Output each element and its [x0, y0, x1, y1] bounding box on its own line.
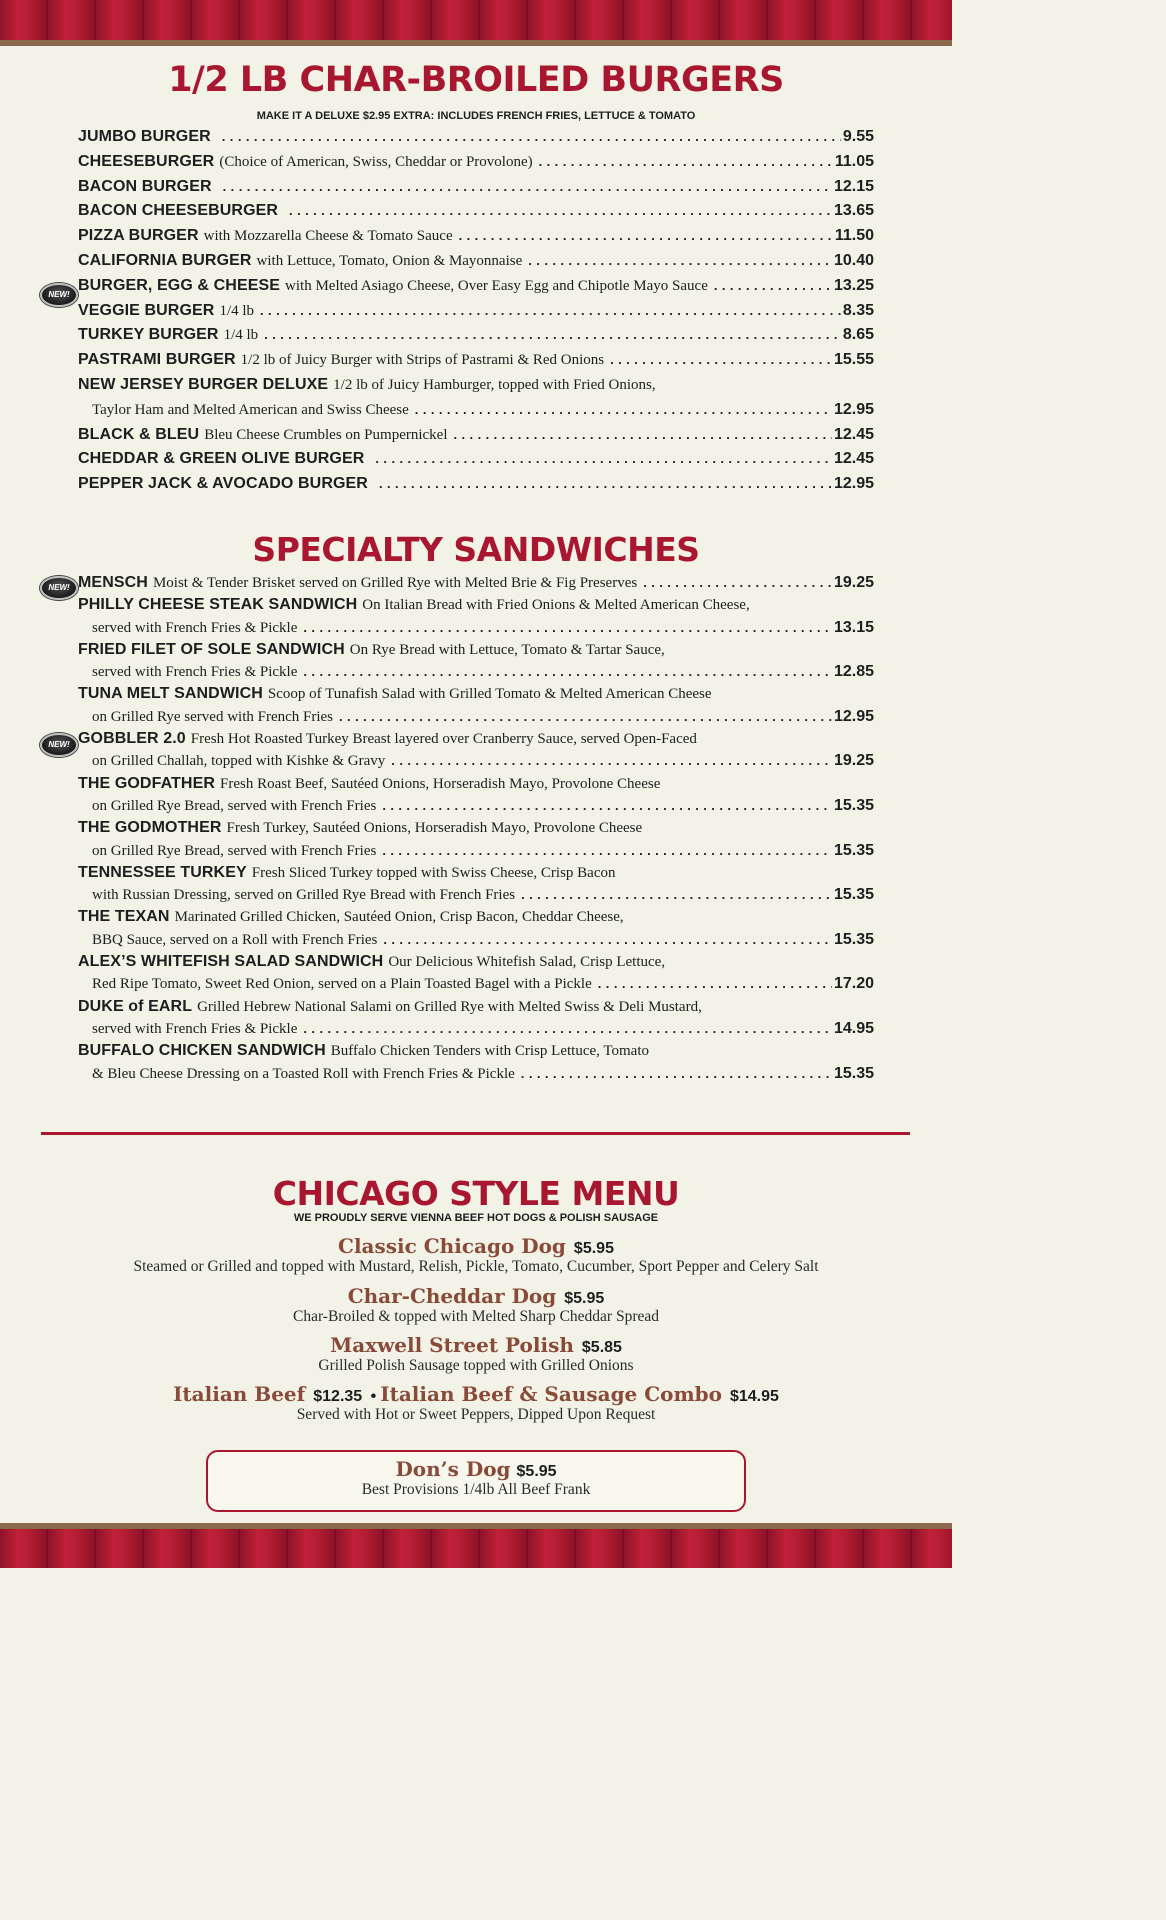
menu-item-continuation: with Russian Dressing, served on Grilled Rye Bread with French Fries . . . 15.35	[78, 886, 874, 908]
item-name: Italian Beef	[173, 1382, 306, 1406]
menu-item: BACON CHEESEBURGER . . . 13.65	[78, 202, 874, 227]
item-name: Classic Chicago Dog	[338, 1234, 566, 1258]
item-price: $12.35	[313, 1388, 363, 1405]
item-name: Maxwell Street Polish	[330, 1333, 574, 1357]
sandwiches-title: SPECIALTY SANDWICHES	[252, 530, 700, 569]
section-divider	[41, 1132, 910, 1135]
menu-item-continuation: served with French Fries & Pickle . . . 12.85	[78, 663, 874, 685]
item-name: Don’s Dog	[395, 1457, 511, 1481]
item-description: Grilled Polish Sausage topped with Grilled Onions	[318, 1357, 634, 1374]
item-name: Char-Cheddar Dog	[347, 1284, 557, 1308]
item-price: $5.95	[564, 1290, 605, 1307]
item-price: $14.95	[729, 1388, 779, 1405]
menu-item: TUNA MELT SANDWICH Scoop of Tunafish Salad with Grilled Tomato & Melted American Cheese	[78, 685, 712, 703]
top-decorative-band	[0, 0, 952, 46]
menu-item: VEGGIE BURGER 1/4 lb . . . 8.35	[78, 302, 874, 327]
menu-item: THE GODFATHER Fresh Roast Beef, Sautéed Onions, Horseradish Mayo, Provolone Cheese	[78, 774, 661, 792]
item-description: Char-Broiled & topped with Melted Sharp Cheddar Spread	[292, 1308, 659, 1325]
menu-item-continuation: on Grilled Rye served with French Fries . . . 12.95	[78, 708, 874, 730]
menu-item: TENNESSEE TURKEY Fresh Sliced Turkey topped with Swiss Cheese, Crisp Bacon	[78, 863, 616, 881]
burger-list	[78, 128, 874, 500]
menu-item-continuation: BBQ Sauce, served on a Roll with French Fries . . . 15.35	[78, 931, 874, 953]
menu-item: PHILLY CHEESE STEAK SANDWICH On Italian Bread with Fried Onions & Melted American Cheese,	[78, 596, 750, 614]
menu-item-continuation: on Grilled Rye Bread, served with French Fries . . . 15.35	[78, 842, 874, 864]
menu-item: BACON BURGER . . . 12.15	[78, 178, 874, 203]
menu-item: GOBBLER 2.0 Fresh Hot Roasted Turkey Breast layered over Cranberry Sauce, served Open-Faced	[78, 730, 697, 748]
menu-item: PEPPER JACK & AVOCADO BURGER . . . 12.95	[78, 475, 874, 500]
menu-item: TURKEY BURGER 1/4 lb . . . 8.65	[78, 326, 874, 351]
menu-item: BUFFALO CHICKEN SANDWICH Buffalo Chicken Tenders with Crisp Lettuce, Tomato	[78, 1042, 649, 1060]
menu-item: THE TEXAN Marinated Grilled Chicken, Sautéed Onion, Crisp Bacon, Cheddar Cheese,	[78, 908, 624, 926]
menu-item: MENSCH Moist & Tender Brisket served on Grilled Rye with Melted Brie & Fig Preserves . . . 19.25	[78, 574, 874, 596]
menu-item: BLACK & BLEU Bleu Cheese Crumbles on Pumpernickel . . . 12.45	[78, 426, 874, 451]
chicago-title: CHICAGO STYLE MENU	[272, 1174, 680, 1213]
menu-item-continuation: Red Ripe Tomato, Sweet Red Onion, served on a Plain Toasted Bagel with a Pickle . . . 17.20	[78, 975, 874, 997]
menu-item: PIZZA BURGER with Mozzarella Cheese & Tomato Sauce . . . 11.50	[78, 227, 874, 252]
menu-item-continuation: on Grilled Challah, topped with Kishke & Gravy . . . 19.25	[78, 752, 874, 774]
item-name: Italian Beef & Sausage Combo	[380, 1382, 722, 1406]
menu-item: CHEESEBURGER (Choice of American, Swiss, Cheddar or Provolone) . . . 11.05	[78, 153, 874, 178]
menu-item-continuation: served with French Fries & Pickle . . . 14.95	[78, 1020, 874, 1042]
menu-item-continuation: on Grilled Rye Bread, served with French Fries . . . 15.35	[78, 797, 874, 819]
item-price: $5.95	[516, 1463, 557, 1480]
menu-item: CALIFORNIA BURGER with Lettuce, Tomato, Onion & Mayonnaise . . . 10.40	[78, 252, 874, 277]
chicago-subtitle: WE PROUDLY SERVE VIENNA BEEF HOT DOGS & POLISH SAUSAGE	[293, 1212, 659, 1224]
maxwell-street-polish	[0, 1333, 952, 1375]
item-description: Best Provisions 1/4lb All Beef Frank	[361, 1481, 591, 1498]
bottom-decorative-band	[0, 1523, 952, 1568]
new-badge-icon: NEW!	[40, 576, 78, 600]
menu-item: CHEDDAR & GREEN OLIVE BURGER . . . 12.45	[78, 450, 874, 475]
sandwich-list	[78, 574, 874, 1087]
classic-chicago-dog	[0, 1234, 952, 1276]
menu-item-continuation: served with French Fries & Pickle . . . 13.15	[78, 619, 874, 641]
burgers-title: 1/2 LB CHAR-BROILED BURGERS	[168, 60, 784, 100]
menu-item: ALEX’S WHITEFISH SALAD SANDWICH Our Delicious Whitefish Salad, Crisp Lettuce,	[78, 953, 666, 971]
item-price: $5.85	[581, 1339, 622, 1356]
new-badge-icon: NEW!	[40, 733, 78, 757]
menu-item: DUKE of EARL Grilled Hebrew National Salami on Grilled Rye with Melted Swiss & Deli Mustard,	[78, 997, 702, 1015]
item-price: $5.95	[573, 1240, 614, 1257]
item-description: Steamed or Grilled and topped with Mustard, Relish, Pickle, Tomato, Cucumber, Sport Pepper and Celery Salt	[133, 1258, 819, 1275]
menu-item-continuation: & Bleu Cheese Dressing on a Toasted Roll with French Fries & Pickle . . . 15.35	[78, 1065, 874, 1087]
menu-item: PASTRAMI BURGER 1/2 lb of Juicy Burger with Strips of Pastrami & Red Onions . . . 15.55	[78, 351, 874, 376]
menu-item: NEW JERSEY BURGER DELUXE 1/2 lb of Juicy Hamburger, topped with Fried Onions,	[78, 375, 656, 393]
menu-item: JUMBO BURGER . . . 9.55	[78, 128, 874, 153]
menu-item-continuation: Taylor Ham and Melted American and Swiss Cheese . . . 12.95	[78, 401, 874, 426]
new-badge-icon: NEW!	[40, 283, 78, 307]
dons-dog-box	[206, 1450, 746, 1512]
separator: •	[370, 1388, 377, 1405]
menu-item: THE GODMOTHER Fresh Turkey, Sautéed Onions, Horseradish Mayo, Provolone Cheese	[78, 819, 643, 837]
item-description: Served with Hot or Sweet Peppers, Dipped Upon Request	[296, 1406, 656, 1423]
menu-item: BURGER, EGG & CHEESE with Melted Asiago Cheese, Over Easy Egg and Chipotle Mayo Sauce . . . 13.25	[78, 277, 874, 302]
italian-beef	[0, 1382, 952, 1424]
menu-item: FRIED FILET OF SOLE SANDWICH On Rye Bread with Lettuce, Tomato & Tartar Sauce,	[78, 640, 665, 658]
burgers-subtitle: MAKE IT A DELUXE $2.95 EXTRA: INCLUDES FRENCH FRIES, LETTUCE & TOMATO	[256, 110, 696, 122]
char-cheddar-dog	[0, 1284, 952, 1326]
